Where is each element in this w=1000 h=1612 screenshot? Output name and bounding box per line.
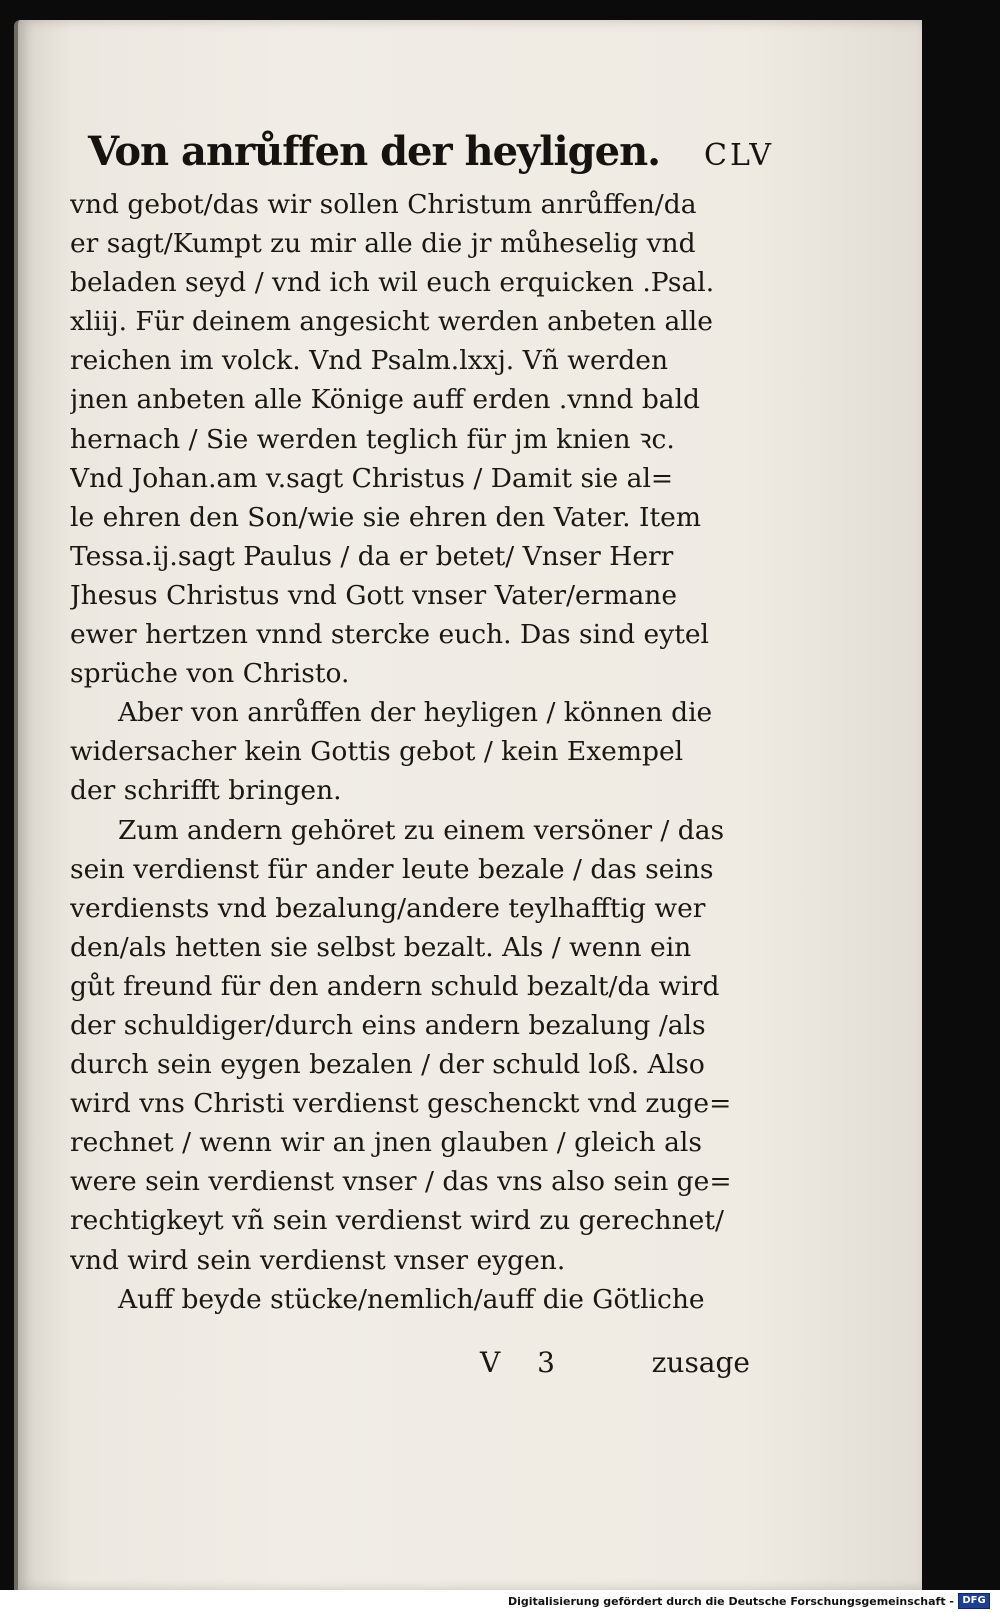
text-line: were sein verdienst vnser / das vns also sein ge=	[70, 1166, 732, 1198]
text-line: Vnd Johan.am v.sagt Christus / Damit sie al=	[70, 462, 674, 494]
dfg-logo-icon: DFG	[958, 1593, 990, 1609]
text-line: reichen im volck. Vnd Psalm.lxxj. Vñ werden	[70, 345, 669, 377]
text-line: vnd wird sein verdienst vnser eygen.	[70, 1244, 566, 1276]
signature-mark: V 3	[480, 1346, 569, 1379]
text-line: le ehren den Son/wie sie ehren den Vater. Item	[70, 501, 701, 533]
text-line: Aber von anrůffen der heyligen / können die	[118, 697, 713, 729]
text-line: widersacher kein Gottis gebot / kein Exempel	[70, 736, 684, 768]
catchword: zusage	[651, 1346, 750, 1379]
text-line: sein verdienst für ander leute bezale / das seins	[70, 853, 714, 885]
digitization-credit-bar	[0, 1590, 1000, 1612]
text-line: gůt freund für den andern schuld bezalt/da wird	[70, 970, 720, 1002]
text-line: wird vns Christi verdienst geschenckt vnd zuge=	[70, 1088, 732, 1120]
main-text-block	[70, 185, 760, 1319]
text-line: rechtigkeyt vñ sein verdienst wird zu gerechnet/	[70, 1205, 724, 1237]
text-line: rechnet / wenn wir an jnen glauben / gleich als	[70, 1127, 702, 1159]
folio-number: CLV	[704, 138, 774, 173]
text-line: er sagt/Kumpt zu mir alle die jr můheselig vnd	[70, 228, 696, 260]
text-line: hernach / Sie werden teglich für jm knien ꝛc.	[70, 423, 675, 455]
credit-text: Digitalisierung gefördert durch die Deutsche Forschungsgemeinschaft -	[507, 1594, 954, 1608]
text-line: Jhesus Christus vnd Gott vnser Vater/ermane	[70, 579, 678, 611]
text-line: sprüche von Christo.	[70, 658, 350, 690]
text-line: den/als hetten sie selbst bezalt. Als / wenn ein	[70, 931, 692, 963]
text-line: xliij. Für deinem angesicht werden anbeten alle	[70, 306, 713, 338]
text-line: durch sein eygen bezalen / der schuld loß. Also	[70, 1049, 705, 1081]
text-line: Auff beyde stücke/nemlich/auff die Götliche	[118, 1283, 705, 1315]
text-line: der schrifft bringen.	[70, 775, 342, 807]
running-title: Von anrůffen der heyligen.	[88, 128, 661, 175]
text-line: verdiensts vnd bezalung/andere teylhafftig wer	[70, 892, 706, 924]
page-footer	[70, 1346, 750, 1386]
text-line: Zum andern gehöret zu einem versöner / das	[118, 814, 725, 846]
text-line: jnen anbeten alle Könige auff erden .vnnd bald	[70, 384, 701, 416]
text-line: Tessa.ij.sagt Paulus / da er betet/ Vnser Herr	[70, 540, 674, 572]
text-line: der schuldiger/durch eins andern bezalung /als	[70, 1009, 706, 1041]
text-line: ewer hertzen vnnd stercke euch. Das sind eytel	[70, 619, 710, 651]
text-line: vnd gebot/das wir sollen Christum anrůffen/da	[70, 189, 697, 220]
text-line: beladen seyd / vnd ich wil euch erquicken .Psal.	[70, 267, 715, 299]
